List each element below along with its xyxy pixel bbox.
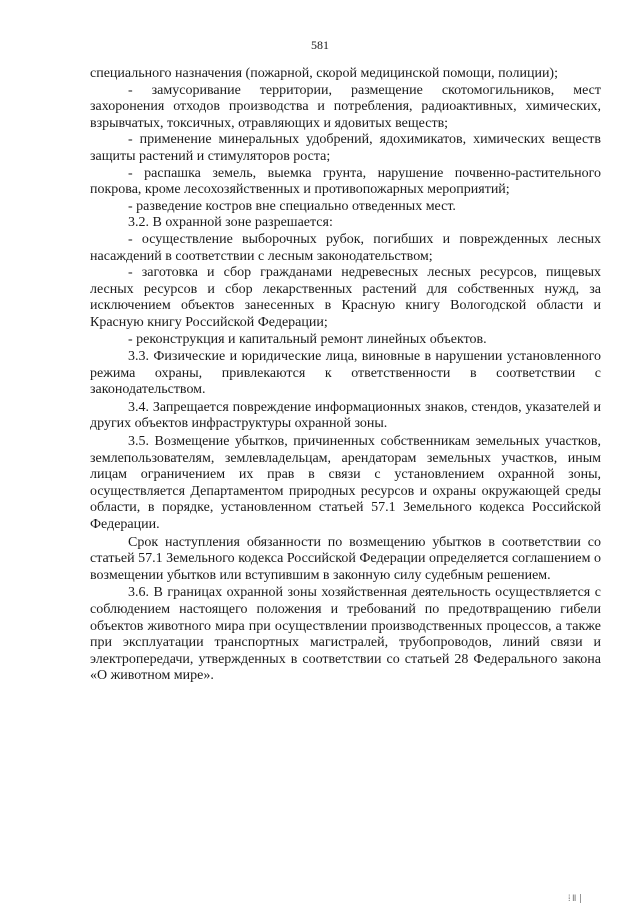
paragraph: - распашка земель, выемка грунта, нарушение почвенно-растительного покрова, кроме лесохозяйственных и противопожарных мероприятий;	[90, 165, 601, 198]
paragraph: 3.2. В охранной зоне разрешается:	[128, 215, 333, 231]
paragraph: 3.6. В границах охранной зоны хозяйственная деятельность осуществляется с соблюдением настоящего положения и требований по предотвращению гибели объектов животного мира при осуществлении производственных процессов, а также при эксплуатации транспортных магистралей, трубопроводов, линий связи и электропередачи, утвержденных в соответствии со статьей 28 Федерального закона «О животном мире».	[90, 585, 601, 684]
document-body	[90, 66, 601, 685]
paragraph: - заготовка и сбор гражданами недревесных лесных ресурсов, пищевых лесных ресурсов и сбор лекарственных растений для собственных нужд, за исключением объектов занесенных в Красную книгу Вологодской области и Красную книгу Российской Федерации;	[90, 265, 601, 330]
paragraph: 3.5. Возмещение убытков, причиненных собственникам земельных участков, землепользователям, землевладельцам, арендаторам земельных участков, иным лицам ограничением их прав в связи с установлением охранной зоны, осуществляется Департаментом природных ресурсов и охраны окружающей среды области, в порядке, установленном статьей 57.1 Земельного кодекса Российской Федерации.	[90, 434, 601, 533]
paragraph: - реконструкция и капитальный ремонт линейных объектов.	[128, 331, 487, 347]
scan-mark: ⁞ǁ|	[568, 894, 585, 904]
paragraph: - осуществление выборочных рубок, погибших и поврежденных лесных насаждений в соответствии с лесным законодательством;	[90, 231, 601, 264]
paragraph: - применение минеральных удобрений, ядохимикатов, химических веществ защиты растений и стимуляторов роста;	[90, 132, 601, 164]
paragraph: - замусоривание территории, размещение скотомогильников, мест захоронения отходов производства и потребления, радиоактивных, химических, взрывчатых, токсичных, отравляющих и ядовитых веществ;	[90, 82, 601, 131]
page-number: 581	[311, 38, 329, 52]
paragraph: Срок наступления обязанности по возмещению убытков в соответствии со статьей 57.1 Земельного кодекса Российской Федерации определяется соглашением о возмещении убытков или вступившим в законную силу судебным решением.	[90, 534, 601, 583]
paragraph: - разведение костров вне специально отведенных мест.	[128, 198, 456, 214]
paragraph: специального назначения (пожарной, скорой медицинской помощи, полиции);	[90, 66, 558, 81]
paragraph: 3.3. Физические и юридические лица, виновные в нарушении установленного режима охраны, привлекаются к ответственности в соответствии с законодательством.	[90, 349, 601, 398]
paragraph: 3.4. Запрещается повреждение информационных знаков, стендов, указателей и других объектов инфраструктуры охранной зоны.	[90, 399, 601, 432]
